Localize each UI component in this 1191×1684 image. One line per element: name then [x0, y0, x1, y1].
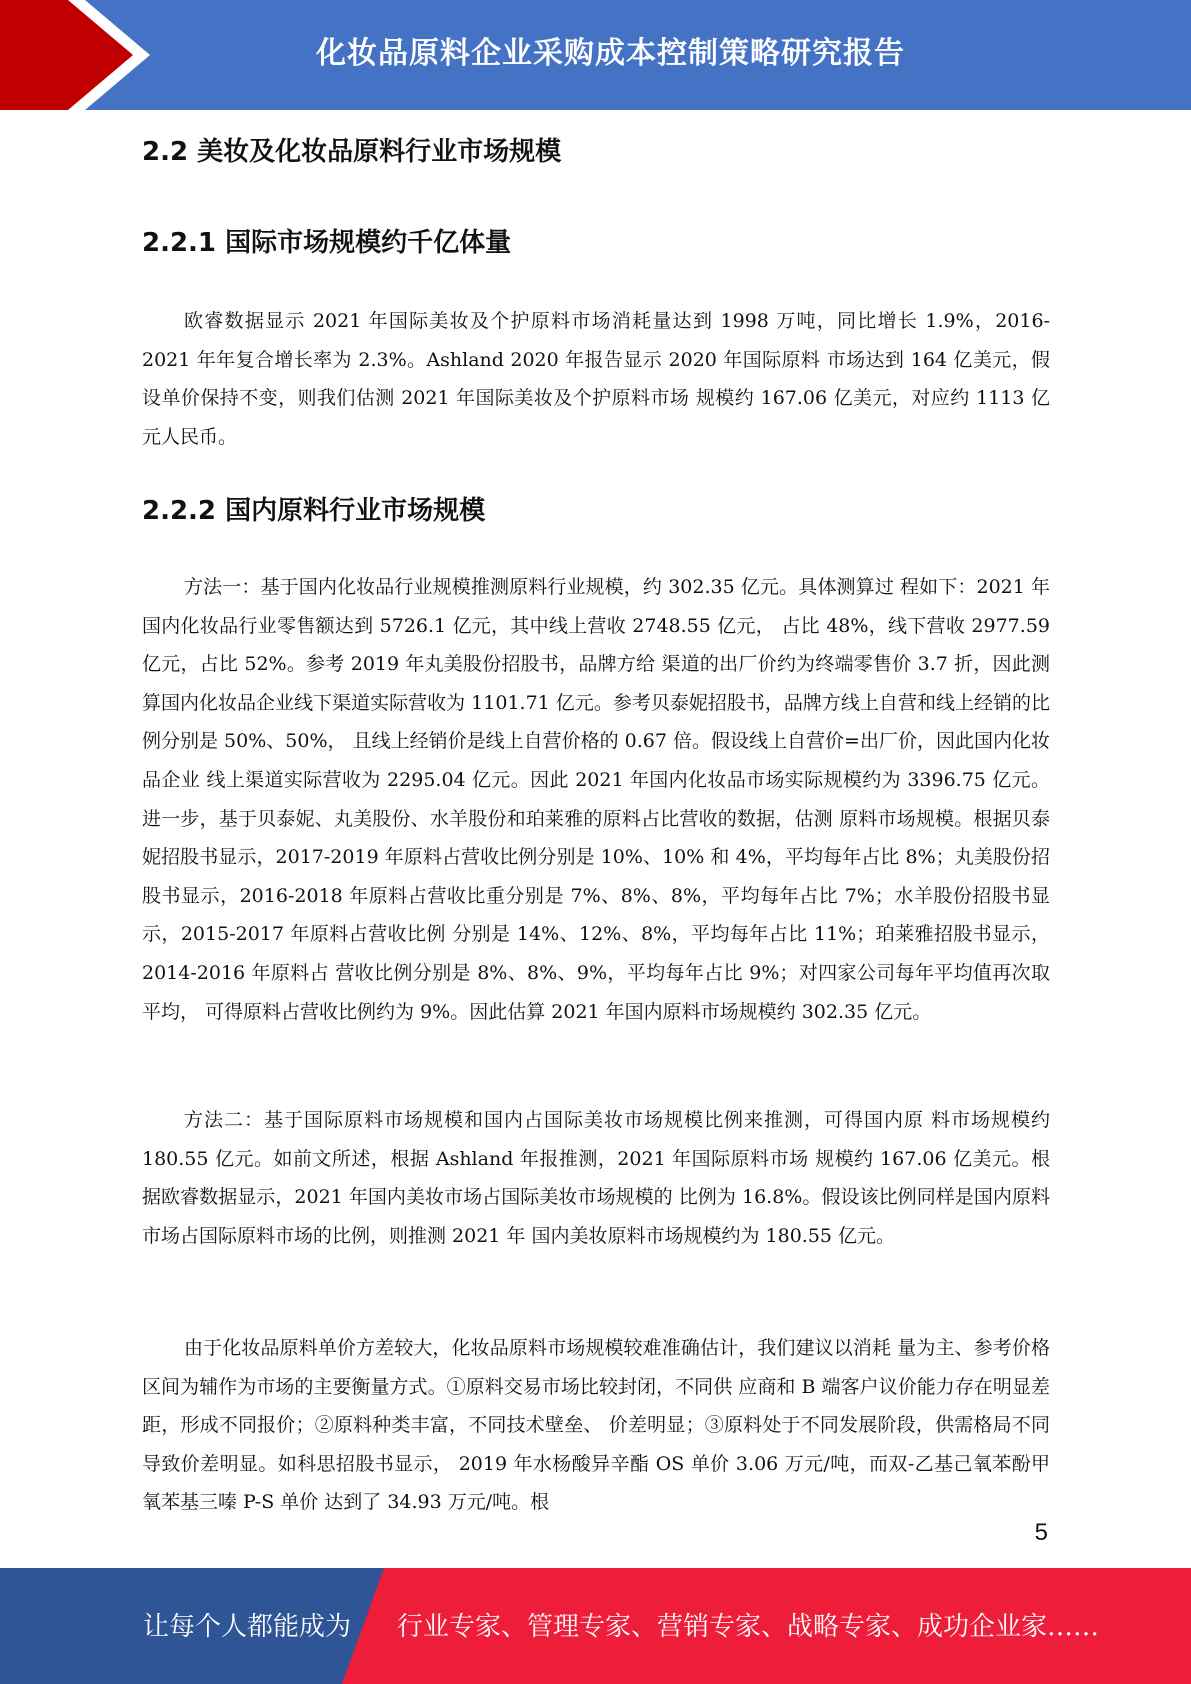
- section-heading-2-2: 2.2 美妆及化妆品原料行业市场规模: [142, 137, 562, 167]
- footer-slogan-left: 让每个人都能成为: [143, 1612, 352, 1642]
- paragraph-international-market: 欧睿数据显示 2021 年国际美妆及个护原料市场消耗量达到 1998 万吨，同比增长 1.9%，2016-2021 年年复合增长率为 2.3%。Ashland 2020 年报告显示 2020 年国际原料 市场达到 164 亿美元，假设单价保持不变，则我们估测 2021 年国际美妆及个护原料市场 规模约 167.06 亿美元，对应约 1113 亿元人民币。: [142, 310, 1050, 448]
- section-heading-2-2-1: 2.2.1 国际市场规模约千亿体量: [142, 228, 512, 258]
- page-footer: [0, 1568, 1191, 1684]
- section-heading-2-2-2: 2.2.2 国内原料行业市场规模: [142, 496, 486, 526]
- paragraph-method-one: 方法一：基于国内化妆品行业规模推测原料行业规模，约 302.35 亿元。具体测算过 程如下：2021 年国内化妆品行业零售额达到 5726.1 亿元，其中线上营收 2748.55 亿元， 占比 48%，线下营收 2977.59 亿元，占比 52%。参考 2019 年丸美股份招股书，品牌方给 渠道的出厂价约为终端零售价 3.7 折，因此测算国内化妆品企业线下渠道实际营收为 1101.71 亿元。参考贝泰妮招股书，品牌方线上自营和线上经销的比例分别是 50%、50%， 且线上经销价是线上自营价格的 0.67 倍。假设线上自营价=出厂价，因此国内化妆品企业 线上渠道实际营收为 2295.04 亿元。因此 2021 年国内化妆品市场实际规模约为 3396.75 亿元。进一步，基于贝泰妮、丸美股份、水羊股份和珀莱雅的原料占比营收的数据，估测 原料市场规模。根据贝泰妮招股书显示，2017-2019 年原料占营收比例分别是 10%、10% 和 4%，平均每年占比 8%；丸美股份招股书显示，2016-2018 年原料占营收比重分别是 7%、8%、8%，平均每年占比 7%；水羊股份招股书显示，2015-2017 年原料占营收比例 分别是 14%、12%、8%，平均每年占比 11%；珀莱雅招股书显示，2014-2016 年原料占 营收比例分别是 8%、8%、9%，平均每年占比 9%；对四家公司每年平均值再次取平均， 可得原料占营收比例约为 9%。因此估算 2021 年国内原料市场规模约 302.35 亿元。: [142, 576, 1050, 1023]
- page-number: 5: [1034, 1519, 1048, 1546]
- page-header: [0, 0, 1191, 110]
- paragraph-method-two: 方法二：基于国际原料市场规模和国内占国际美妆市场规模比例来推测，可得国内原 料市场规模约 180.55 亿元。如前文所述，根据 Ashland 年报推测，2021 年国际原料市场 规模约 167.06 亿美元。根据欧睿数据显示，2021 年国内美妆市场占国际美妆市场规模的 比例为 16.8%。假设该比例同样是国内原料市场占国际原料市场的比例，则推测 2021 年 国内美妆原料市场规模约为 180.55 亿元。: [142, 1109, 1050, 1247]
- paragraph-price-variance: 由于化妆品原料单价方差较大，化妆品原料市场规模较难准确估计，我们建议以消耗 量为主、参考价格区间为辅作为市场的主要衡量方式。①原料交易市场比较封闭，不同供 应商和 B 端客户议价能力存在明显差距，形成不同报价；②原料种类丰富，不同技术壁垒、 价差明显；③原料处于不同发展阶段，供需格局不同导致价差明显。如科思招股书显示， 2019 年水杨酸异辛酯 OS 单价 3.06 万元/吨，而双-乙基己氧苯酚甲氧苯基三嗪 P-S 单价 达到了 34.93 万元/吨。根: [142, 1337, 1050, 1514]
- report-title: 化妆品原料企业采购成本控制策略研究报告: [316, 36, 905, 71]
- footer-slogan-right: 行业专家、管理专家、营销专家、战略专家、成功企业家……: [397, 1612, 1100, 1642]
